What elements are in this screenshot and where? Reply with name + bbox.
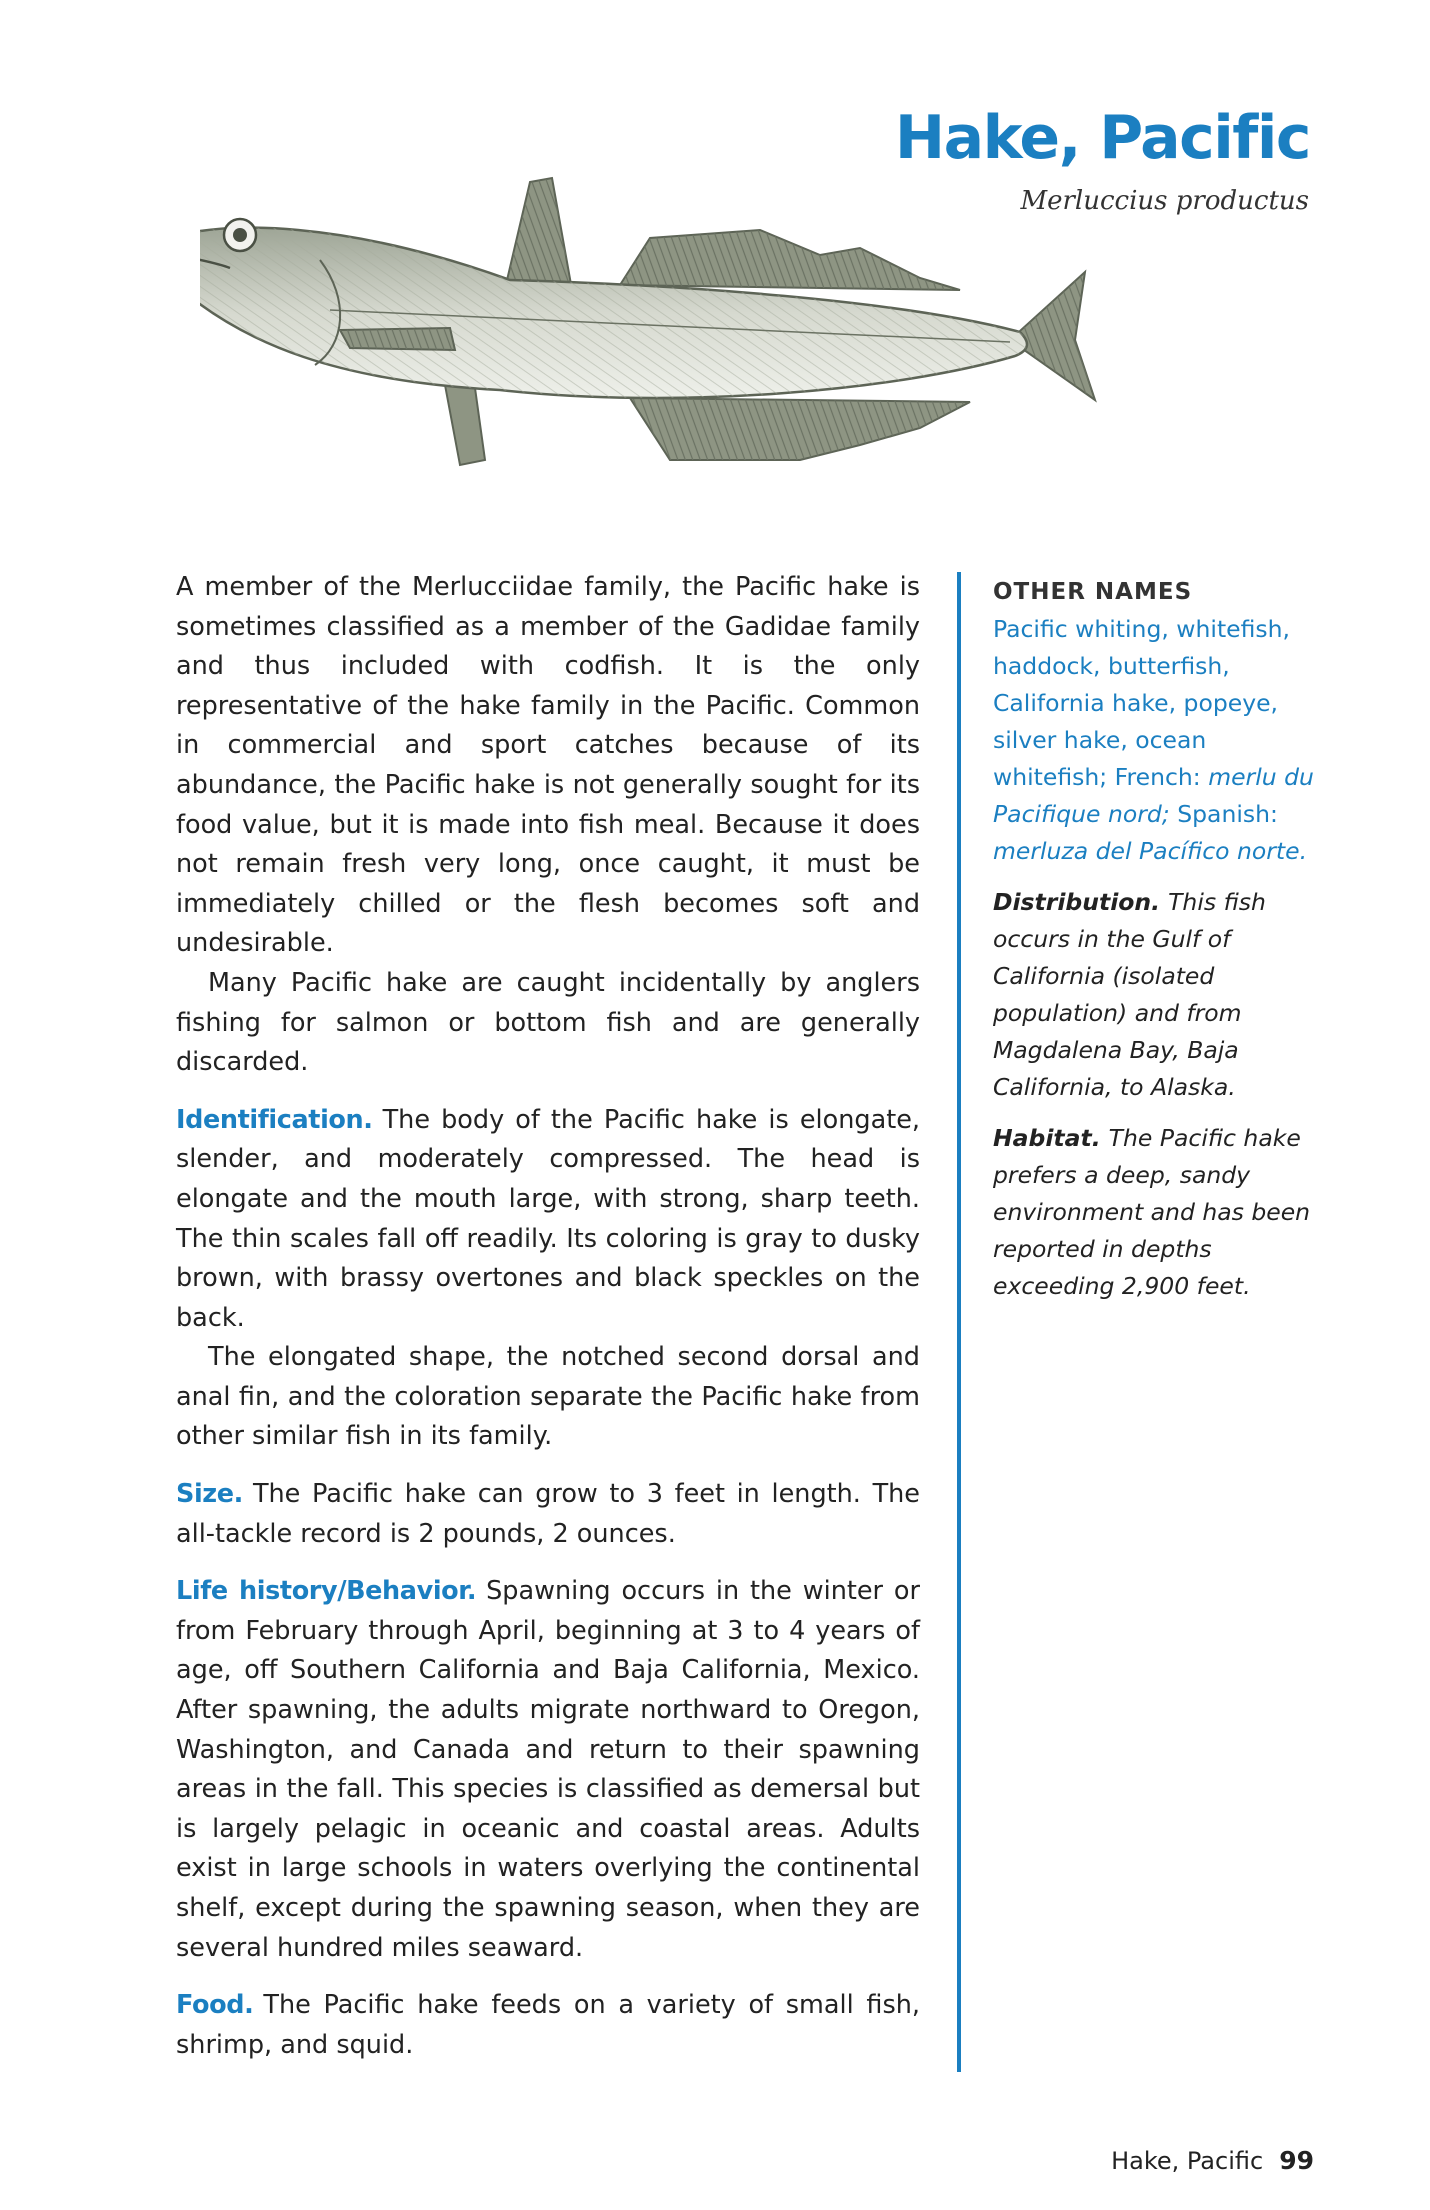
pelvic-fin [445, 385, 485, 465]
habitat-heading: Habitat. [993, 1124, 1101, 1152]
size-text: The Pacific hake can grow to 3 feet in length. The all-tackle record is 2 pounds, 2 ounces. [176, 1479, 920, 1549]
other-names-heading: OTHER NAMES [993, 579, 1193, 605]
life-history-heading: Life history/Behavior. [176, 1576, 477, 1607]
main-column [176, 568, 920, 2065]
identification-paragraph-2: The elongated shape, the notched second dorsal and anal fin, and the coloration separate the Pacific hake from other similar fish in its family. [176, 1342, 920, 1452]
scientific-name: Merluccius productus [1020, 186, 1309, 216]
distribution-heading: Distribution. [993, 888, 1161, 916]
size-heading: Size. [176, 1479, 243, 1510]
habitat-text: The Pacific hake prefers a deep, sandy environment and has been reported in depths exceeding 2,900 feet. [993, 1124, 1311, 1300]
distribution-text: This fish occurs in the Gulf of California (isolated population) and from Magdalena Bay, Baja California, to Alaska. [993, 888, 1266, 1101]
life-history-section [176, 1572, 920, 1968]
distribution-section [993, 884, 1323, 1106]
identification-heading: Identification. [176, 1104, 373, 1135]
intro-paragraph-2: Many Pacific hake are caught incidentally by anglers fishing for salmon or bottom fish and are generally discarded. [176, 967, 920, 1078]
identification-section [176, 1101, 920, 1339]
food-heading: Food. [176, 1990, 254, 2021]
pacific-hake-fish-illustration [200, 160, 1240, 520]
identification-text: The body of the Pacific hake is elongate, slender, and moderately compressed. The head is elongate and the mouth large, with strong, sharp teeth. The thin scales fall off readily. Its coloring is gray to dusky brown, with brassy overtones and black speckles on the back. [176, 1104, 920, 1333]
habitat-section [993, 1120, 1323, 1305]
intro-paragraph: A member of the Merlucciidae family, the Pacific hake is sometimes classified as a member of the Gadidae family and thus included with codfish. It is the only representative of the hake family in the Pacific. Common in commercial and sport catches because of its abundance, the Pacific hake is not generally sought for its food value, but it is made into fish meal. Because it does not remain fresh very long, once caught, it must be immediately chilled or the flesh becomes soft and undesirable. [176, 572, 920, 959]
page-title: Hake, Pacific [894, 103, 1310, 173]
page-number: 99 [1279, 2146, 1314, 2175]
other-names-text: Pacific whiting, whitefish, haddock, butterfish, California hake, popeye, silver hake, ocean whitefish; French: merlu du Pacifique nord; Spanish: merluza del Pacífico norte. [993, 615, 1314, 865]
food-section [176, 1986, 920, 2065]
size-section [176, 1475, 920, 1554]
column-divider [957, 572, 961, 2072]
sidebar [993, 574, 1323, 1305]
food-text: The Pacific hake feeds on a variety of small fish, shrimp, and squid. [176, 1990, 920, 2060]
running-head: Hake, Pacific [1111, 2147, 1264, 2175]
page-footer [1111, 2146, 1314, 2175]
life-history-text: Spawning occurs in the winter or from February through April, beginning at 3 to 4 years of age, off Southern California and Baja California, Mexico. After spawning, the adults migrate northward to Oregon, Washington, and Canada and return to their spawning areas in the fall. This species is classified as demersal but is largely pelagic in oceanic and coastal areas. Adults exist in large schools in waters overlying the continental shelf, except during the spawning season, when they are several hundred miles seaward. [176, 1576, 920, 1963]
